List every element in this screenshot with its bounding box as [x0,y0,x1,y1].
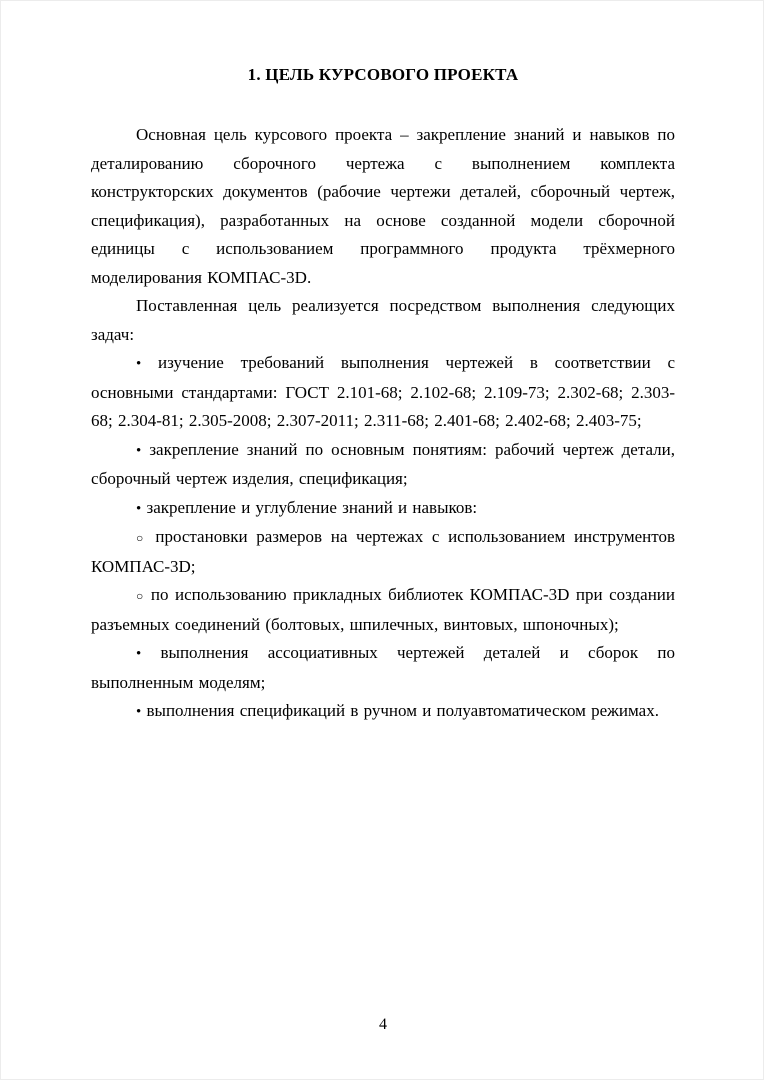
list-item [91,349,675,436]
paragraph [91,121,675,292]
bullet-icon: • [136,704,142,720]
sub-list-item [91,581,675,639]
list-item [91,697,675,727]
sub-list-item [91,523,675,581]
paragraph [91,292,675,349]
sub-list-item-text: простановки размеров на чертежах с использованием инструментов КОМПАС-3D; [91,527,676,576]
list-item-text: закрепление знаний по основным понятиям: рабочий чертеж детали, сборочный чертеж изделия, спецификация; [91,439,676,488]
page-number: 4 [379,1016,387,1033]
bullet-icon: • [136,356,142,372]
bullet-icon: • [136,646,142,662]
circle-bullet-icon: ○ [136,531,147,545]
list-item [91,494,675,524]
list-item-text: изучение требований выполнения чертежей в соответствии с основными стандартами: ГОСТ 2.101-68; 2.102-68; 2.109-73; 2.302-68; 2.303-68; 2.304-81; 2.305-2008; 2.307-2011; 2.311-68; 2.401-68; 2.402-68; 2.403-75; [91,353,675,430]
list-item [91,639,675,697]
bullet-icon: • [136,500,142,517]
sub-list-item-text: по использованию прикладных библиотек КОМПАС-3D при создании разъемных соединений (болтовых, шпилечных, винтовых, шпоночных); [91,585,676,634]
list-item [91,436,675,494]
circle-bullet-icon: ○ [136,589,145,603]
list-item-text: выполнения ассоциативных чертежей деталей и сборок по выполненным моделям; [91,643,675,692]
bullet-icon: • [136,442,142,459]
list-item-text: закрепление и углубление знаний и навыков: [146,497,478,517]
page-title: 1. ЦЕЛЬ КУРСОВОГО ПРОЕКТА [247,65,519,84]
paragraph-text: Основная цель курсового проекта – закрепление знаний и навыков по деталированию сборочного чертежа с выполнением комплекта конструкторских документов (рабочие чертежи деталей, сборочный чертеж, спецификация), разработанных на основе созданной модели сборочной единицы с использованием программного продукта трёхмерного моделирования КОМПАС-3D. [91,125,675,287]
list-item-text: выполнения спецификаций в ручном и полуавтоматическом режимах. [146,701,659,720]
paragraph-text: Поставленная цель реализуется посредством выполнения следующих задач: [91,296,675,344]
